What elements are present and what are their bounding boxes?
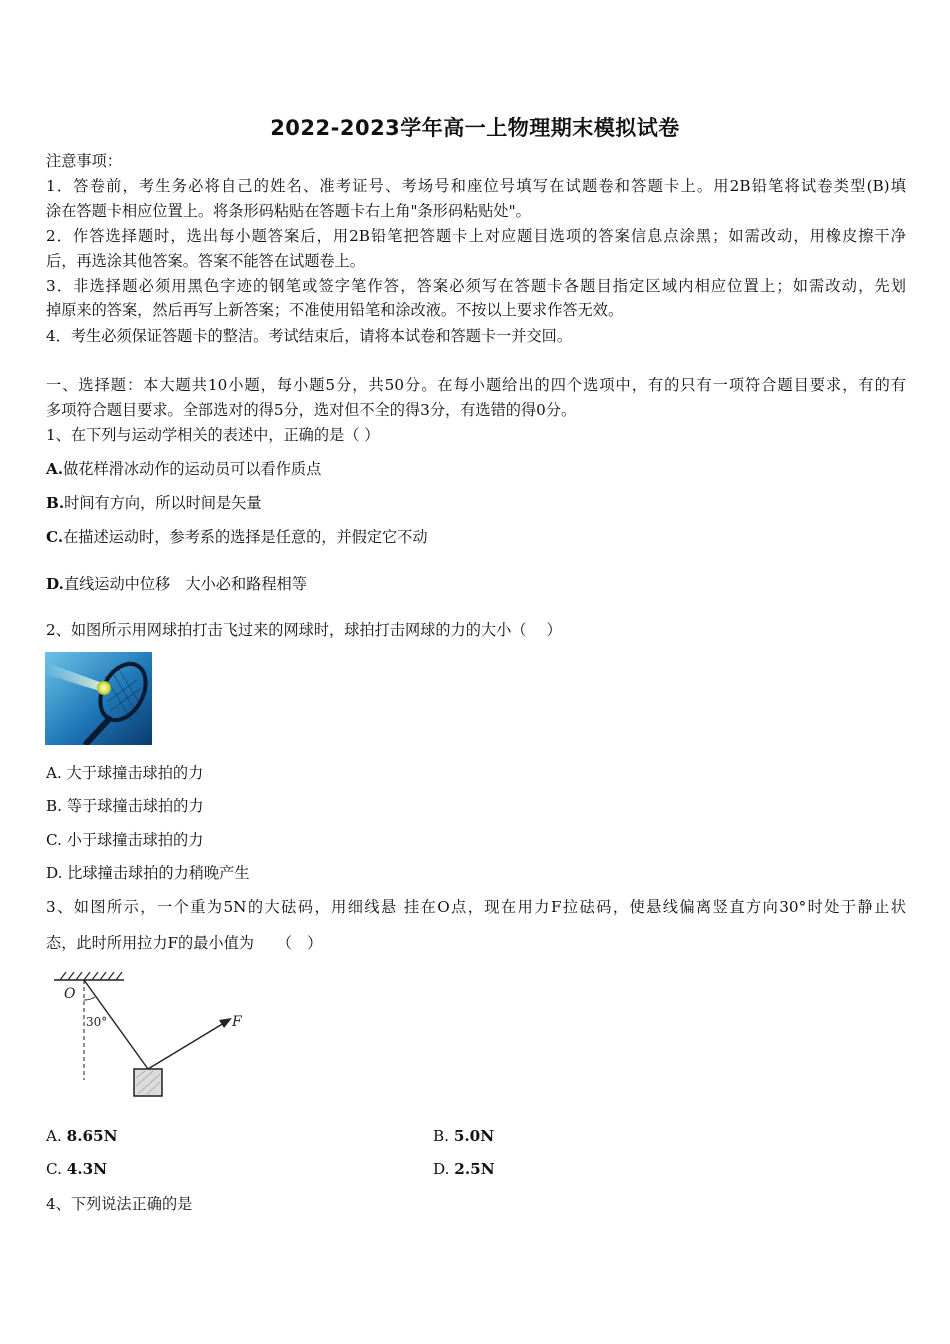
question-4-stem: 4、下列说法正确的是 — [46, 1195, 193, 1213]
angle-label: 30° — [86, 1015, 108, 1029]
q3-option-b — [433, 1126, 494, 1146]
notice-line: 后，再选涂其他答案。答案不能答在试题卷上。 — [46, 252, 365, 270]
page-title: 2022-2023学年高一上物理期末模拟试卷 — [270, 116, 680, 140]
option-letter: B. — [46, 494, 65, 512]
option-text: 在描述运动时，参考系的选择是任意的，并假定它不动 — [63, 528, 428, 546]
option-text: 做花样滑冰动作的运动员可以看作质点 — [63, 460, 322, 478]
point-o-label: O — [64, 986, 76, 1002]
pendulum-force-diagram — [46, 968, 251, 1100]
notice-line: 3．非选择题必须用黑色字迹的钢笔或签字笔作答，答案必须写在答题卡各题目指定区域内相应位置上；如需改动，先划 — [46, 277, 906, 295]
option-value: 4.3N — [66, 1160, 108, 1178]
q2-option-b: B. 等于球撞击球拍的力 — [46, 797, 204, 815]
option-letter: D. — [433, 1160, 450, 1178]
q1-option-b — [46, 493, 262, 513]
notice-line: 1．答卷前，考生务必将自己的姓名、准考证号、考场号和座位号填写在试题卷和答题卡上。用2B铅笔将试卷类型(B)填 — [46, 177, 906, 195]
tennis-racket-illustration — [45, 652, 152, 745]
q2-option-d: D. 比球撞击球拍的力稍晚产生 — [46, 864, 250, 882]
q3-option-a — [46, 1126, 118, 1146]
question-3-stem: 3、如图所示，一个重为5N的大砝码，用细线悬 挂在O点，现在用力F拉砝码，使悬线偏离竖直方向30°时处于静止状 — [46, 898, 906, 916]
question-1-stem: 1、在下列与运动学相关的表述中，正确的是（ ） — [46, 426, 380, 444]
question-2-stem: 2、如图所示用网球拍打击飞过来的网球时，球拍打击网球的力的大小（ ） — [46, 621, 562, 639]
option-value: 2.5N — [454, 1160, 495, 1178]
section-instructions: 多项符合题目要求。全部选对的得5分，选对但不全的得3分，有选错的得0分。 — [46, 401, 577, 419]
option-letter: A. — [46, 1127, 62, 1145]
q1-option-c — [46, 527, 428, 547]
option-text: 直线运动中位移 大小必和路程相等 — [63, 575, 307, 593]
option-letter: A. — [46, 460, 64, 478]
q3-option-c — [46, 1159, 107, 1179]
tennis-racket-image — [45, 652, 152, 745]
notice-line: 4．考生必须保证答题卡的整洁。考试结束后，请将本试卷和答题卡一并交回。 — [46, 327, 573, 345]
notice-line: 掉原来的答案，然后再写上新答案；不准使用铅笔和涂改液。不按以上要求作答无效。 — [46, 301, 624, 319]
section-instructions: 一、选择题：本大题共10小题，每小题5分，共50分。在每小题给出的四个选项中，有的只有一项符合题目要求，有的有 — [46, 376, 906, 394]
force-diagram — [46, 968, 251, 1100]
option-letter: B. — [433, 1127, 449, 1145]
option-value: 5.0N — [453, 1127, 495, 1145]
q2-option-c: C. 小于球撞击球拍的力 — [46, 831, 204, 849]
q3-option-d — [433, 1159, 495, 1179]
option-text: 时间有方向，所以时间是矢量 — [64, 494, 262, 512]
option-letter: D. — [46, 575, 64, 593]
option-letter: C. — [46, 528, 64, 546]
option-letter: C. — [46, 1160, 62, 1178]
q1-option-d — [46, 574, 307, 594]
q1-option-a — [46, 459, 321, 479]
option-value: 8.65N — [66, 1127, 118, 1145]
notice-line: 2．作答选择题时，选出每小题答案后，用2B铅笔把答题卡上对应题目选项的答案信息点涂黑；如需改动，用橡皮擦干净 — [46, 227, 906, 245]
question-3-stem-cont: 态，此时所用拉力F的最小值为 （ ） — [46, 934, 323, 952]
force-f-label: F — [232, 1014, 242, 1030]
notice-line: 涂在答题卡相应位置上。将条形码粘贴在答题卡右上角"条形码粘贴处"。 — [46, 202, 531, 220]
notice-heading: 注意事项： — [46, 152, 122, 170]
q2-option-a: A. 大于球撞击球拍的力 — [46, 764, 204, 782]
